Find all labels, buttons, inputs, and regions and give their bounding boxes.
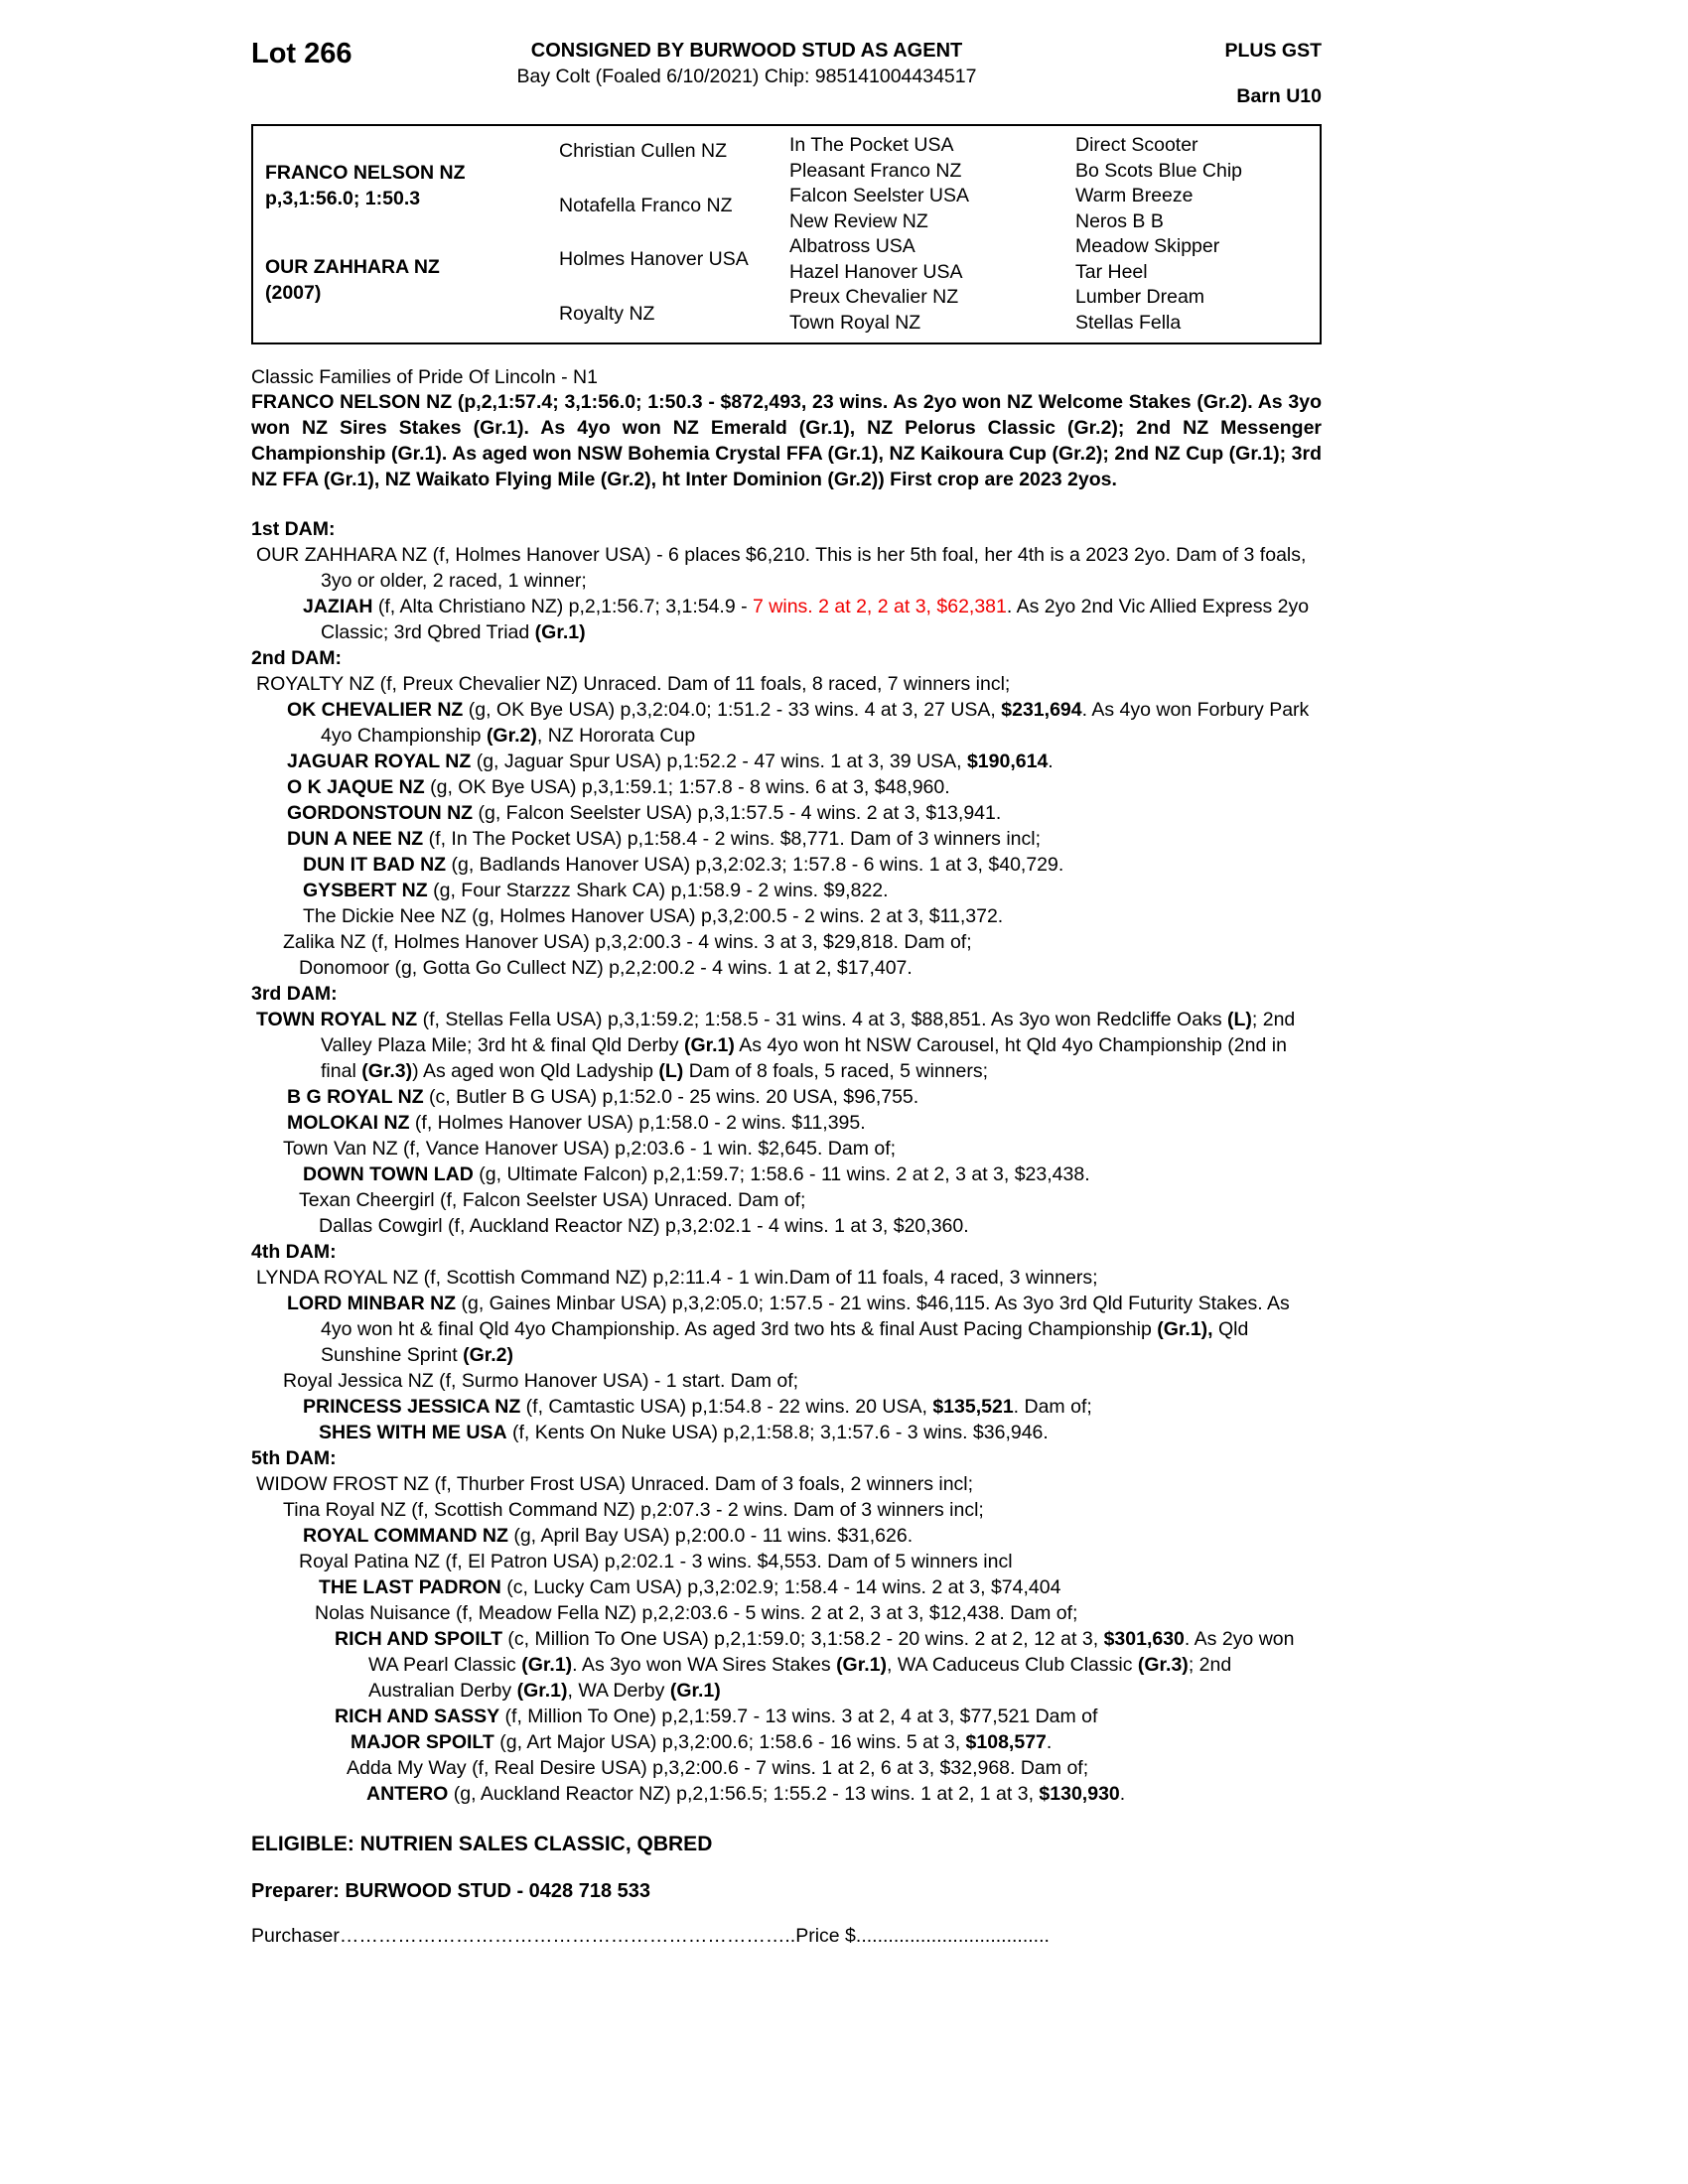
ancestor-name: Notafella Franco NZ xyxy=(559,194,733,216)
progeny-entry xyxy=(251,1704,1322,1729)
ancestor-name: Albatross USA xyxy=(789,235,915,257)
ancestor-name: New Review NZ xyxy=(789,209,928,232)
plain-text: (g, Art Major USA) p,3,2:00.6; 1:58.6 - 16 wins. 5 at 3, xyxy=(493,1731,966,1753)
progeny-entry xyxy=(251,929,1322,955)
plain-text: (c, Butler B G USA) p,1:52.0 - 25 wins. 20 USA, $96,755. xyxy=(423,1086,919,1108)
plain-text: OUR ZAHHARA NZ (f, Holmes Hanover USA) - 6 places $6,210. This is her 5th foal, her 4th is a 2023 2yo. Dam of 3 foals, 3yo or older, 2 raced, 1 winner; xyxy=(256,544,1307,592)
bold-text: (Gr.1) xyxy=(516,1680,568,1702)
sire-performance-paragraph xyxy=(251,389,1322,492)
pedigree-col-subject xyxy=(265,133,559,336)
plain-text: Zalika NZ (f, Holmes Hanover USA) p,3,2:00.3 - 4 wins. 3 at 3, $29,818. Dam of; xyxy=(283,931,972,953)
purchaser-price-line: Purchaser……………………………………………………………..Price $.................................... xyxy=(251,1925,1050,1947)
bold-text: GYSBERT NZ xyxy=(303,880,428,901)
bold-text: ANTERO xyxy=(366,1783,449,1805)
plain-text: (f, Stellas Fella USA) p,3,1:59.2; 1:58.5 - 31 wins. 4 at 3, $88,851. As 3yo won Redcliffe Oaks xyxy=(417,1009,1227,1030)
plain-text: Qld Sunshine Sprint xyxy=(321,1318,1249,1366)
plain-text: Texan Cheergirl (f, Falcon Seelster USA) Unraced. Dam of; xyxy=(299,1189,806,1211)
ancestor-name: Holmes Hanover USA xyxy=(559,248,749,270)
plain-text: . As 2yo 2nd Vic Allied Express 2yo Classic; 3rd Qbred Triad xyxy=(321,596,1310,643)
dam-section-heading: 1st DAM: xyxy=(251,518,336,540)
bold-text: $135,521 xyxy=(932,1396,1014,1418)
bold-text: $231,694 xyxy=(1001,699,1082,721)
plain-text: Royal Patina NZ (f, El Patron USA) p,2:02.1 - 3 wins. $4,553. Dam of 5 winners incl xyxy=(299,1551,1013,1572)
header-right xyxy=(1093,38,1322,108)
bold-text: (Gr.1) xyxy=(836,1654,887,1676)
bold-text: JAGUAR ROYAL NZ xyxy=(287,751,472,772)
progeny-entry xyxy=(251,774,1322,800)
plain-text: (g, OK Bye USA) p,3,2:04.0; 1:51.2 - 33 wins. 4 at 3, 27 USA, xyxy=(463,699,1002,721)
progeny-entry xyxy=(251,1626,1322,1704)
progeny-entry xyxy=(251,1574,1322,1600)
ancestor-name: Falcon Seelster USA xyxy=(789,185,969,206)
progeny-entry xyxy=(251,749,1322,774)
bold-text: PRINCESS JESSICA NZ xyxy=(303,1396,521,1418)
progeny-entry xyxy=(251,878,1322,903)
plain-text: . xyxy=(1048,751,1054,772)
progeny-entry xyxy=(251,903,1322,929)
plain-text: , WA Derby xyxy=(567,1680,670,1702)
classic-families-line: Classic Families of Pride Of Lincoln - N1 xyxy=(251,366,598,388)
plain-text: (f, Alta Christiano NZ) p,2,1:56.7; 3,1:54.9 - xyxy=(372,596,754,617)
ancestor-name: Preux Chevalier NZ xyxy=(789,286,959,308)
dam-section-heading: 5th DAM: xyxy=(251,1447,337,1469)
ancestor-name: Tar Heel xyxy=(1075,260,1148,283)
progeny-entry xyxy=(251,1213,1322,1239)
bold-text: GORDONSTOUN NZ xyxy=(287,802,474,824)
dam-block xyxy=(265,254,559,306)
progeny-entry xyxy=(251,1523,1322,1549)
header-center xyxy=(400,38,1093,90)
plain-text: (g, Gaines Minbar USA) p,3,2:05.0; 1:57.5 - 21 wins. $46,115. As 3yo 3rd Qld Futurity Stakes. As 4yo won ht & final Qld 4yo Championship. As aged 3rd two hts & final Aust Pacing Championship xyxy=(321,1293,1290,1340)
ancestor-name: Neros B B xyxy=(1075,209,1164,232)
sire-name: FRANCO NELSON NZ xyxy=(265,162,466,184)
plain-text: (c, Million To One USA) p,2,1:59.0; 3,1:58.2 - 20 wins. 2 at 2, 12 at 3, xyxy=(502,1628,1104,1650)
bold-text: MOLOKAI NZ xyxy=(287,1112,410,1134)
bold-text: RICH AND SASSY xyxy=(335,1706,500,1727)
bold-text: $190,614 xyxy=(966,751,1049,772)
progeny-entry xyxy=(251,1600,1322,1626)
dam-sections xyxy=(251,516,1322,1807)
barn-label: Barn U10 xyxy=(1236,85,1322,107)
ancestor-name: Lumber Dream xyxy=(1075,286,1205,308)
plain-text: (f, Million To One) p,2,1:59.7 - 13 wins. 3 at 2, 4 at 3, $77,521 Dam of xyxy=(499,1706,1098,1727)
ancestor-name: Warm Breeze xyxy=(1075,185,1194,206)
pedigree-col-grandparents xyxy=(559,133,789,336)
plain-text: . xyxy=(1119,1783,1126,1805)
bold-text: MAJOR SPOILT xyxy=(351,1731,494,1753)
bold-text: (Gr.1) xyxy=(683,1034,735,1056)
plain-text: As 4yo won ht NSW Carousel, ht Qld 4yo Championship (2nd in final xyxy=(321,1034,1287,1082)
pedigree-col-greatgreatgrandparents xyxy=(1075,133,1316,336)
bold-text: (Gr.1), xyxy=(1157,1318,1213,1340)
plain-text: (g, Badlands Hanover USA) p,3,2:02.3; 1:57.8 - 6 wins. 1 at 3, $40,729. xyxy=(446,854,1064,876)
plain-text: . As 2yo won WA Pearl Classic xyxy=(368,1628,1295,1676)
plain-text: (g, April Bay USA) p,2:00.0 - 11 wins. $31,626. xyxy=(507,1525,914,1547)
bold-text: O K JAQUE NZ xyxy=(287,776,425,798)
bold-text: JAZIAH xyxy=(303,596,373,617)
plain-text: ROYALTY NZ (f, Preux Chevalier NZ) Unraced. Dam of 11 foals, 8 raced, 7 winners incl; xyxy=(256,673,1011,695)
plain-text: ) As aged won Qld Ladyship xyxy=(412,1060,659,1082)
bold-text: THE LAST PADRON xyxy=(319,1576,501,1598)
progeny-entry xyxy=(251,1007,1322,1084)
progeny-entry xyxy=(251,697,1322,749)
plain-text: ; 2nd Australian Derby xyxy=(368,1654,1232,1702)
plain-text: . As 3yo won WA Sires Stakes xyxy=(572,1654,837,1676)
pedigree-col-greatgrandparents xyxy=(789,133,1075,336)
plain-text: . As 4yo won Forbury Park 4yo Championship xyxy=(321,699,1310,747)
progeny-entry xyxy=(251,1755,1322,1781)
sire-block xyxy=(265,160,559,211)
progeny-entry xyxy=(251,1471,1322,1497)
progeny-entry xyxy=(251,800,1322,826)
progeny-entry xyxy=(251,1420,1322,1445)
bold-text: B G ROYAL NZ xyxy=(287,1086,424,1108)
ancestor-name: In The Pocket USA xyxy=(789,134,954,156)
plain-text: Donomoor (g, Gotta Go Cullect NZ) p,2,2:00.2 - 4 wins. 1 at 2, $17,407. xyxy=(299,957,913,979)
lot-number: Lot 266 xyxy=(251,38,352,69)
progeny-entry xyxy=(251,1136,1322,1161)
ancestor-name: Town Royal NZ xyxy=(789,311,921,334)
plain-text: WIDOW FROST NZ (f, Thurber Frost USA) Unraced. Dam of 3 foals, 2 winners incl; xyxy=(256,1473,974,1495)
bold-text: RICH AND SPOILT xyxy=(335,1628,502,1650)
ancestor-name: Bo Scots Blue Chip xyxy=(1075,159,1243,182)
bold-text: FRANCO NELSON NZ (p,2,1:57.4; 3,1:56.0; 1:50.3 - $872,493, 23 wins. As 2yo won NZ Welcome Stakes (Gr.2). As 3yo won NZ Sires Stakes (Gr.1). As 4yo won NZ Emerald (Gr.1), NZ Pelorus Classic (Gr.2); 2nd NZ Messenger Championship (Gr.1). As aged won NSW Bohemia Crystal FFA (Gr.1), NZ Kaikoura Cup (Gr.2); 2nd NZ Cup (Gr.1); 3rd NZ FFA (Gr.1), NZ Waikato Flying Mile (Gr.2), ht Inter Dominion (Gr.2)) First crop are 2023 2yos. xyxy=(251,391,1322,490)
highlighted-race-record: 7 wins. 2 at 2, 2 at 3, $62,381 xyxy=(753,596,1007,617)
ancestor-name: Royalty NZ xyxy=(559,302,655,325)
ancestor-name: Stellas Fella xyxy=(1075,311,1182,334)
plain-text: , NZ Hororata Cup xyxy=(536,725,696,747)
bold-text: DUN A NEE NZ xyxy=(287,828,424,850)
bold-text: (Gr.1) xyxy=(669,1680,721,1702)
page-content xyxy=(251,38,1322,1948)
ancestor-name: Direct Scooter xyxy=(1075,134,1198,156)
progeny-entry xyxy=(251,955,1322,981)
dam-section-heading: 3rd DAM: xyxy=(251,983,338,1005)
bold-text: (Gr.1) xyxy=(534,621,586,643)
progeny-entry xyxy=(251,542,1322,594)
bold-text: SHES WITH ME USA xyxy=(319,1422,507,1443)
pedigree-table xyxy=(251,124,1322,344)
progeny-entry xyxy=(251,826,1322,852)
dam-section-heading: 4th DAM: xyxy=(251,1241,337,1263)
bold-text: (Gr.3) xyxy=(361,1060,413,1082)
progeny-entry xyxy=(251,1187,1322,1213)
plain-text: (g, OK Bye USA) p,3,1:59.1; 1:57.8 - 8 wins. 6 at 3, $48,960. xyxy=(424,776,950,798)
bold-text: DOWN TOWN LAD xyxy=(303,1163,474,1185)
bold-text: (Gr.1) xyxy=(521,1654,573,1676)
bold-text: LORD MINBAR NZ xyxy=(287,1293,457,1314)
plain-text: ; 2nd Valley Plaza Mile; 3rd ht & final Qld Derby xyxy=(321,1009,1296,1056)
progeny-entry xyxy=(251,671,1322,697)
progeny-entry xyxy=(251,1729,1322,1755)
ancestor-name: Pleasant Franco NZ xyxy=(789,159,962,182)
bold-text: ROYAL COMMAND NZ xyxy=(303,1525,508,1547)
plain-text: Tina Royal NZ (f, Scottish Command NZ) p,2:07.3 - 2 wins. Dam of 3 winners incl; xyxy=(283,1499,984,1521)
plain-text: (g, Falcon Seelster USA) p,3,1:57.5 - 4 wins. 2 at 3, $13,941. xyxy=(473,802,1002,824)
plain-text: (f, In The Pocket USA) p,1:58.4 - 2 wins. $8,771. Dam of 3 winners incl; xyxy=(423,828,1041,850)
bold-text: (L) xyxy=(658,1060,684,1082)
plain-text: (f, Camtastic USA) p,1:54.8 - 22 wins. 20 USA, xyxy=(520,1396,933,1418)
bold-text: (Gr.3) xyxy=(1137,1654,1189,1676)
dam-section-heading: 2nd DAM: xyxy=(251,647,342,669)
plain-text: Dallas Cowgirl (f, Auckland Reactor NZ) p,3,2:02.1 - 4 wins. 1 at 3, $20,360. xyxy=(319,1215,969,1237)
plain-text: (f, Kents On Nuke USA) p,2,1:58.8; 3,1:57.6 - 3 wins. $36,946. xyxy=(506,1422,1049,1443)
ancestor-name: Hazel Hanover USA xyxy=(789,260,963,283)
progeny-entry xyxy=(251,1265,1322,1291)
plain-text: (g, Four Starzzz Shark CA) p,1:58.9 - 2 wins. $9,822. xyxy=(427,880,889,901)
bold-text: DUN IT BAD NZ xyxy=(303,854,447,876)
eligibility-line: ELIGIBLE: NUTRIEN SALES CLASSIC, QBRED xyxy=(251,1833,713,1855)
bold-text: $130,930 xyxy=(1039,1783,1120,1805)
plain-text: (g, Jaguar Spur USA) p,1:52.2 - 47 wins. 1 at 3, 39 USA, xyxy=(471,751,967,772)
plain-text: . Dam of; xyxy=(1013,1396,1092,1418)
plain-text: The Dickie Nee NZ (g, Holmes Hanover USA) p,3,2:00.5 - 2 wins. 2 at 3, $11,372. xyxy=(303,905,1004,927)
progeny-entry xyxy=(251,1291,1322,1368)
progeny-entry xyxy=(251,1084,1322,1110)
plain-text: (f, Holmes Hanover USA) p,1:58.0 - 2 wins. $11,395. xyxy=(409,1112,866,1134)
progeny-entry xyxy=(251,1110,1322,1136)
plain-text: Nolas Nuisance (f, Meadow Fella NZ) p,2,2:03.6 - 5 wins. 2 at 2, 3 at 3, $12,438. Dam of; xyxy=(315,1602,1078,1624)
plain-text: Dam of 8 foals, 5 raced, 5 winners; xyxy=(683,1060,989,1082)
ancestor-name: Christian Cullen NZ xyxy=(559,140,728,162)
dam-year: (2007) xyxy=(265,282,322,304)
progeny-entry xyxy=(251,1368,1322,1394)
bold-text: (Gr.2) xyxy=(463,1344,514,1366)
progeny-entry xyxy=(251,852,1322,878)
header xyxy=(251,38,1322,108)
plain-text: , WA Caduceus Club Classic xyxy=(887,1654,1138,1676)
preparer-line: Preparer: BURWOOD STUD - 0428 718 533 xyxy=(251,1880,651,1902)
plain-text: LYNDA ROYAL NZ (f, Scottish Command NZ) p,2:11.4 - 1 win.Dam of 11 foals, 4 raced, 3 winners; xyxy=(256,1267,1098,1289)
progeny-entry xyxy=(251,1394,1322,1420)
plain-text: (c, Lucky Cam USA) p,3,2:02.9; 1:58.4 - 14 wins. 2 at 3, $74,404 xyxy=(500,1576,1061,1598)
consignor-line: CONSIGNED BY BURWOOD STUD AS AGENT xyxy=(530,40,963,62)
progeny-entry xyxy=(251,1781,1322,1807)
foaling-chip-line: Bay Colt (Foaled 6/10/2021) Chip: 985141004434517 xyxy=(516,66,977,87)
bold-text: $301,630 xyxy=(1103,1628,1185,1650)
ancestor-name: Meadow Skipper xyxy=(1075,235,1220,257)
bold-text: $108,577 xyxy=(965,1731,1047,1753)
progeny-entry xyxy=(251,1161,1322,1187)
bold-text: OK CHEVALIER NZ xyxy=(287,699,464,721)
plain-text: (g, Ultimate Falcon) p,2,1:59.7; 1:58.6 - 11 wins. 2 at 2, 3 at 3, $23,438. xyxy=(473,1163,1090,1185)
progeny-entry xyxy=(251,594,1322,645)
bold-text: TOWN ROYAL NZ xyxy=(256,1009,418,1030)
plain-text: . xyxy=(1046,1731,1053,1753)
sire-record: p,3,1:56.0; 1:50.3 xyxy=(265,188,421,209)
plain-text: Royal Jessica NZ (f, Surmo Hanover USA) - 1 start. Dam of; xyxy=(283,1370,799,1392)
progeny-entry xyxy=(251,1549,1322,1574)
plain-text: (g, Auckland Reactor NZ) p,2,1:56.5; 1:55.2 - 13 wins. 1 at 2, 1 at 3, xyxy=(448,1783,1040,1805)
plain-text: Town Van NZ (f, Vance Hanover USA) p,2:03.6 - 1 win. $2,645. Dam of; xyxy=(283,1138,897,1160)
plain-text: Adda My Way (f, Real Desire USA) p,3,2:00.6 - 7 wins. 1 at 2, 6 at 3, $32,968. Dam of; xyxy=(347,1757,1089,1779)
bold-text: (Gr.2) xyxy=(486,725,537,747)
dam-name: OUR ZAHHARA NZ xyxy=(265,256,440,278)
progeny-entry xyxy=(251,1497,1322,1523)
bold-text: (L) xyxy=(1227,1009,1252,1030)
plus-gst-label: PLUS GST xyxy=(1224,40,1322,62)
